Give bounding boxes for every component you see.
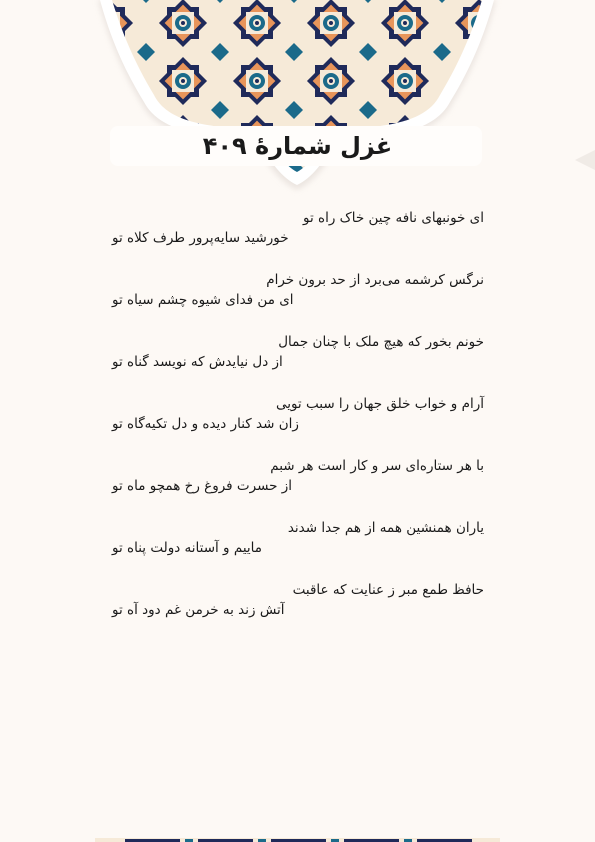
couplet-second-hemistich: آتش زند به خرمن غم دود آه تو (112, 602, 285, 618)
couplet-first-hemistich: خونم بخور که هیچ ملک با چنان جمال (278, 334, 484, 350)
couplet-first-hemistich: یاران همنشین همه از هم جدا شدند (287, 520, 484, 536)
couplet (112, 332, 484, 394)
couplet-first-hemistich: با هر ستاره‌ای سر و کار است هر شبم (270, 458, 484, 474)
couplet-first-hemistich: ای خونبهای نافه چین خاک راه تو (303, 210, 484, 226)
couplet (112, 394, 484, 456)
couplet-second-hemistich: ای من فدای شیوه چشم سیاه تو (112, 292, 294, 308)
couplet-second-hemistich: ماییم و آستانه دولت پناه تو (112, 540, 263, 556)
couplet (112, 208, 484, 270)
couplet-second-hemistich: از دل نیایدش که نویسد گناه تو (112, 354, 283, 370)
couplet (112, 580, 484, 642)
couplet-first-hemistich: حافظ طمع مبر ز عنایت که عاقبت (292, 582, 484, 598)
couplet-first-hemistich: آرام و خواب خلق جهان را سبب تویی (275, 396, 484, 412)
couplet-first-hemistich: نرگس کرشمه می‌برد از حد برون خرام (266, 272, 484, 288)
decorative-tile-header (0, 0, 595, 200)
couplet-second-hemistich: خورشید سایه‌پرور طرف کلاه تو (112, 230, 289, 246)
couplet (112, 270, 484, 332)
couplet (112, 456, 484, 518)
couplet (112, 518, 484, 580)
couplet-second-hemistich: زان شد کنار دیده و دل تکیه‌گاه تو (112, 416, 299, 432)
poem-body (112, 208, 484, 642)
page-title: غزل شمارهٔ ۴۰۹ (202, 132, 393, 160)
decorative-tile-footer (0, 836, 595, 842)
couplet-second-hemistich: از حسرت فروغ رخ همچو ماه تو (112, 478, 293, 494)
